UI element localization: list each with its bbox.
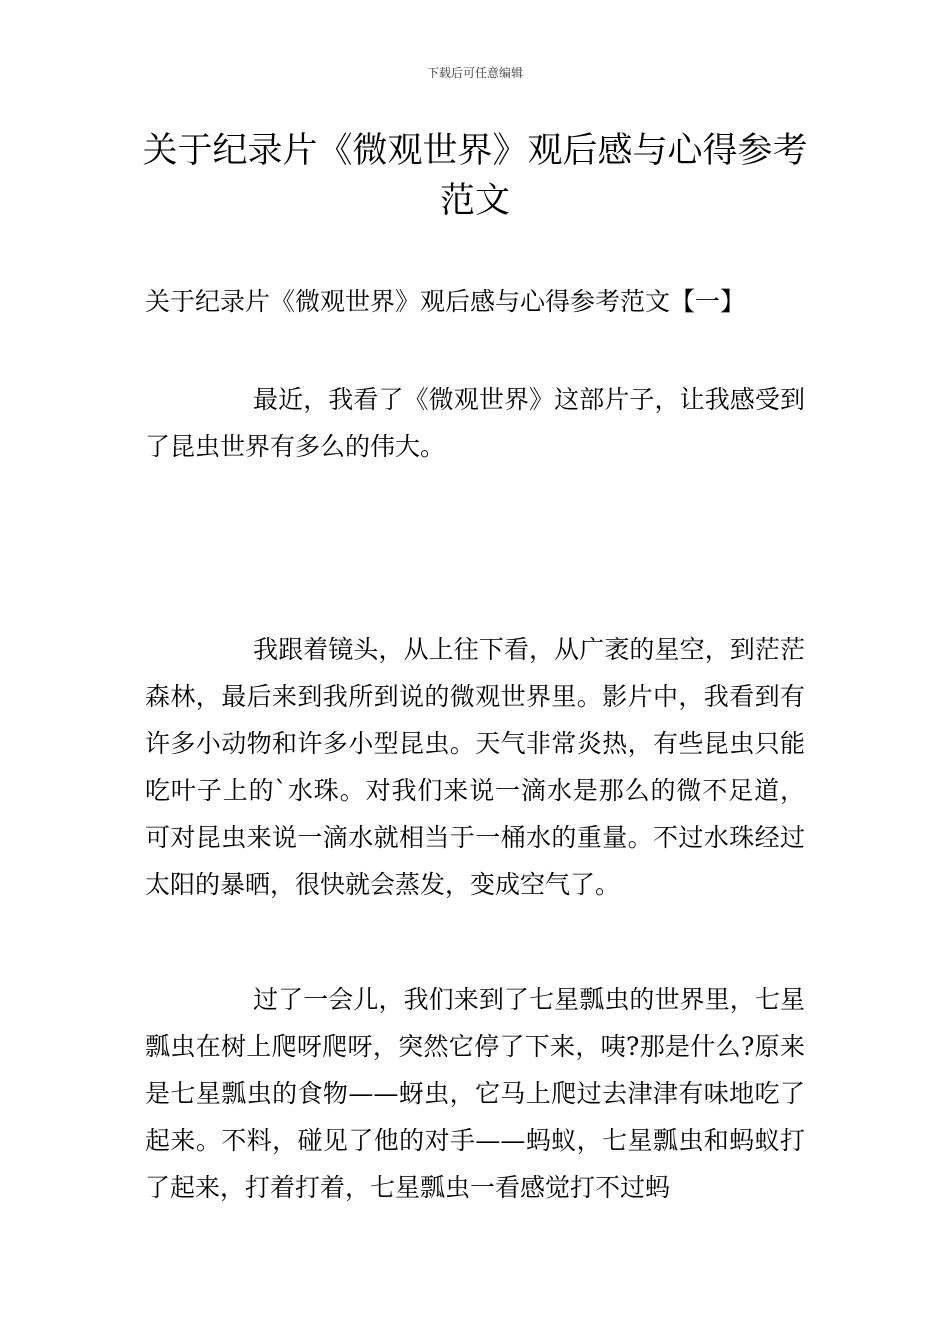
- paragraph-3: 过了一会儿，我们来到了七星瓢虫的世界里，七星瓢虫在树上爬呀爬呀，突然它停了下来，咦?那是什么?原来是七星瓢虫的食物——蚜虫，它马上爬过去津津有味地吃了起来。不料，碰见了他的对手——蚂蚁，七星瓢虫和蚂蚁打了起来，打着打着，七星瓢虫一看感觉打不过蚂: [145, 985, 805, 1202]
- paragraph-2: 我跟着镜头，从上往下看，从广袤的星空，到茫茫森林，最后来到我所到说的微观世界里。影片中，我看到有许多小动物和许多小型昆虫。天气非常炎热，有些昆虫只能吃叶子上的`水珠。对我们来说一滴水是那么的微不足道，可对昆虫来说一滴水就相当于一桶水的重量。不过水珠经过太阳的暴晒，很快就会蒸发，变成空气了。: [145, 635, 805, 899]
- header-note: 下载后可任意编辑: [426, 66, 523, 80]
- paragraph-1: 最近，我看了《微观世界》这部片子，让我感受到了昆虫世界有多么的伟大。: [145, 385, 805, 461]
- section-heading: 关于纪录片《微观世界》观后感与心得参考范文【一】: [145, 287, 746, 316]
- document-title: 关于纪录片《微观世界》观后感与心得参考范文: [142, 131, 808, 221]
